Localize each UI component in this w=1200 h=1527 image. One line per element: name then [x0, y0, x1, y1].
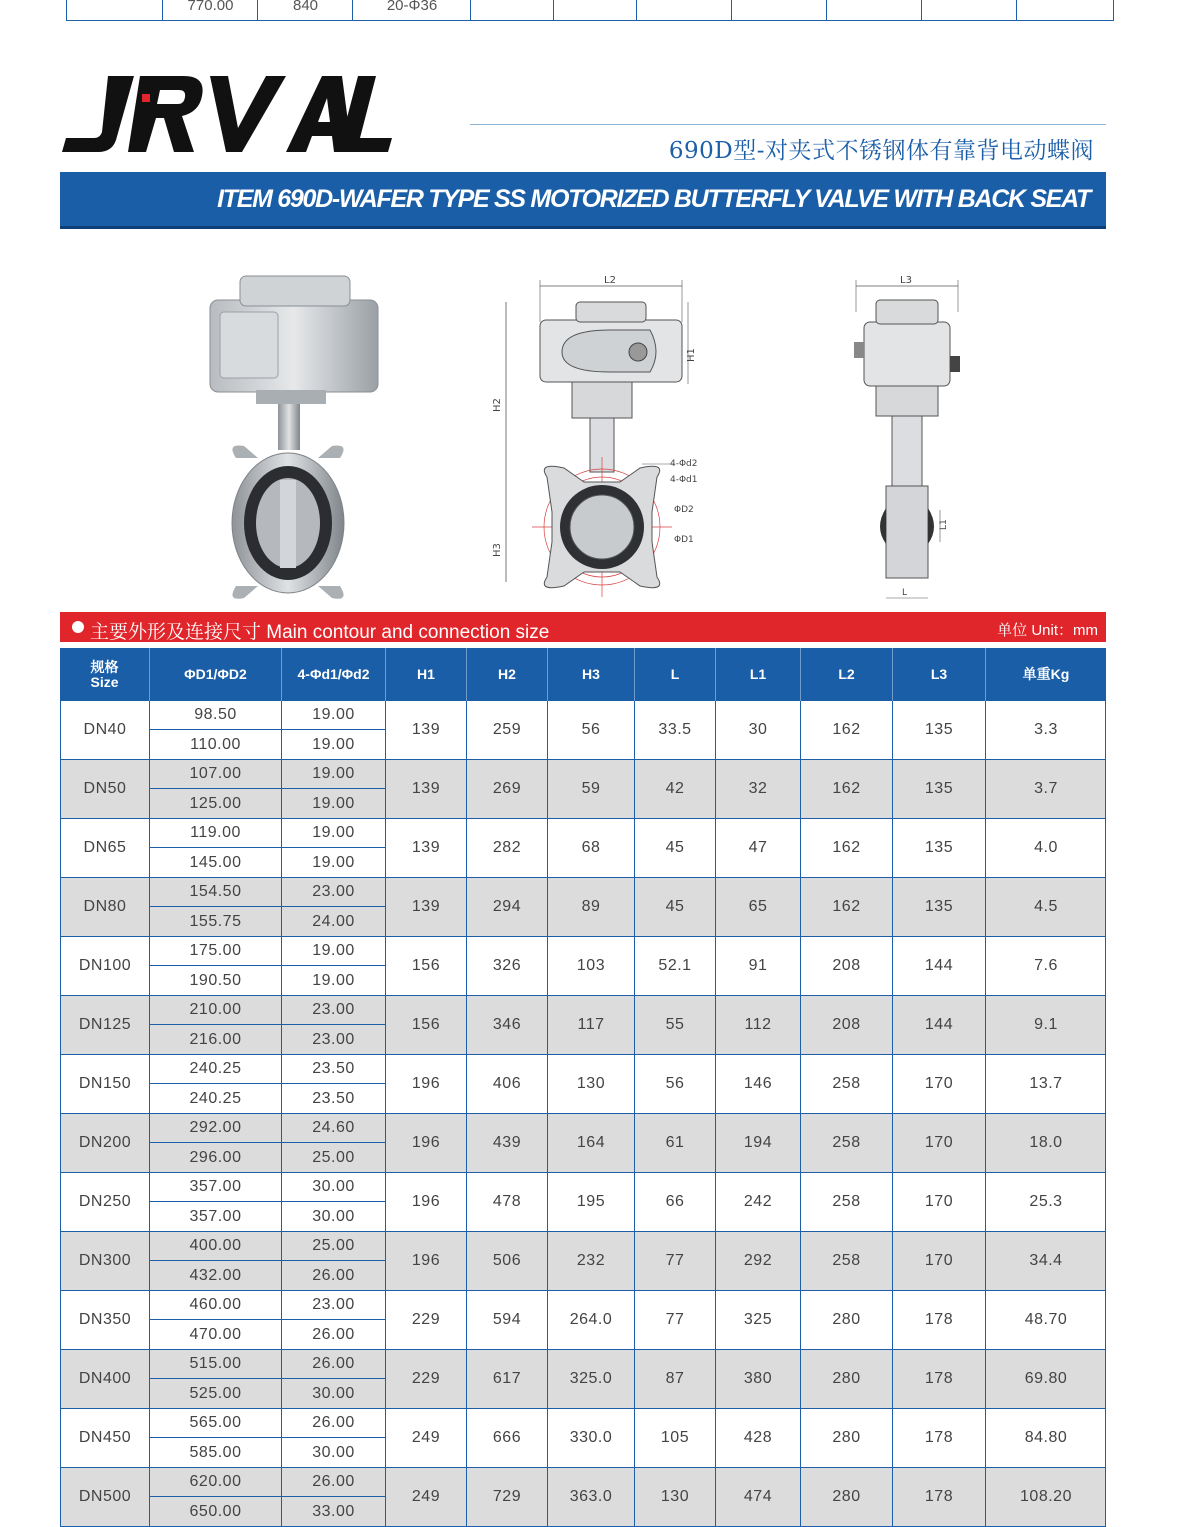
section-label: 主要外形及连接尺寸 Main contour and connection size: [90, 622, 550, 643]
header-cell: L2: [800, 648, 892, 701]
flange-diameter-cell: 125.00: [149, 789, 281, 818]
flange-diameter-cell: 145.00: [149, 848, 281, 877]
flange-diameter-cell: 620.00: [149, 1468, 281, 1497]
table-row: [60, 819, 1106, 878]
h2-cell: 506: [466, 1232, 547, 1290]
flange-diameter-cell: 470.00: [149, 1320, 281, 1349]
bolt-hole-cell: 19.00: [281, 730, 385, 759]
l2-cell: 258: [800, 1232, 892, 1290]
bolt-hole-cell: 19.00: [281, 848, 385, 877]
h3-cell: 59: [547, 760, 634, 818]
l3-cell: 144: [892, 996, 985, 1054]
h1-cell: 196: [385, 1055, 466, 1113]
product-title-banner: [60, 172, 1106, 227]
l-cell: 105: [634, 1409, 715, 1467]
l3-cell: 170: [892, 1114, 985, 1172]
h1-cell: 249: [385, 1409, 466, 1467]
flange-diameter-cell: 110.00: [149, 730, 281, 759]
l3-cell: 178: [892, 1409, 985, 1467]
row-border: [1105, 1409, 1106, 1467]
l1-cell: 65: [715, 878, 800, 936]
flange-diameter-cell: 155.75: [149, 907, 281, 936]
l-cell: 45: [634, 878, 715, 936]
product-title-cn: 690D型-对夹式不锈钢体有靠背电动蝶阀: [668, 138, 1094, 164]
kg-cell: 3.3: [985, 701, 1106, 759]
h2-cell: 282: [466, 819, 547, 877]
l1-cell: 30: [715, 701, 800, 759]
table-row: [60, 937, 1106, 996]
h2-cell: 666: [466, 1409, 547, 1467]
h1-cell: 139: [385, 819, 466, 877]
flange-diameter-cell: 400.00: [149, 1232, 281, 1261]
l-cell: 42: [634, 760, 715, 818]
size-cell: DN150: [60, 1055, 149, 1113]
fragment-cell: [1016, 0, 1114, 20]
h2-cell: 326: [466, 937, 547, 995]
row-border: [1105, 819, 1106, 877]
bolt-hole-cell: 23.50: [281, 1055, 385, 1084]
dim-4d1-label: 4-Φd1: [670, 475, 698, 485]
bolt-hole-cell: 19.00: [281, 789, 385, 818]
header-cell: 规格 Size: [90, 658, 119, 690]
table-row: [60, 1055, 1106, 1114]
bolt-hole-cell: 19.00: [281, 966, 385, 995]
section-header: [60, 612, 1106, 642]
h2-cell: 478: [466, 1173, 547, 1231]
side-view-drawing: [846, 272, 976, 604]
bolt-hole-cell: 23.00: [281, 1025, 385, 1054]
size-cell: DN100: [60, 937, 149, 995]
l3-cell: 170: [892, 1232, 985, 1290]
row-border: [1105, 878, 1106, 936]
h2-cell: 406: [466, 1055, 547, 1113]
l2-cell: 208: [800, 996, 892, 1054]
h3-cell: 68: [547, 819, 634, 877]
l2-cell: 280: [800, 1350, 892, 1408]
bolt-hole-cell: 26.00: [281, 1320, 385, 1349]
h3-cell: 232: [547, 1232, 634, 1290]
flange-diameter-cell: 210.00: [149, 996, 281, 1025]
h1-cell: 139: [385, 878, 466, 936]
flange-diameter-cell: 154.50: [149, 878, 281, 907]
dim-D1-label: ΦD1: [674, 535, 694, 545]
h2-cell: 729: [466, 1468, 547, 1526]
h2-cell: 269: [466, 760, 547, 818]
dim-l1-label: L1: [939, 519, 949, 530]
l-cell: 55: [634, 996, 715, 1054]
h2-cell: 346: [466, 996, 547, 1054]
h3-cell: 330.0: [547, 1409, 634, 1467]
bolt-hole-cell: 30.00: [281, 1438, 385, 1467]
l1-cell: 325: [715, 1291, 800, 1349]
l1-cell: 47: [715, 819, 800, 877]
h2-cell: 594: [466, 1291, 547, 1349]
unit-label: 单位 Unit：mm: [997, 622, 1098, 639]
l-cell: 61: [634, 1114, 715, 1172]
bolt-hole-cell: 26.00: [281, 1409, 385, 1438]
kg-cell: 3.7: [985, 760, 1106, 818]
l3-cell: 135: [892, 701, 985, 759]
h2-cell: 294: [466, 878, 547, 936]
table-row: [60, 701, 1106, 760]
size-cell: DN350: [60, 1291, 149, 1349]
fragment-cell: 20-Φ36: [352, 0, 471, 20]
header-cell: L3: [892, 648, 985, 701]
flange-diameter-cell: 460.00: [149, 1291, 281, 1320]
flange-diameter-cell: 296.00: [149, 1143, 281, 1172]
fragment-cell: 840: [257, 0, 353, 20]
l-cell: 45: [634, 819, 715, 877]
h3-cell: 363.0: [547, 1468, 634, 1526]
dim-h2-label: H2: [492, 398, 503, 412]
flange-diameter-cell: 98.50: [149, 701, 281, 730]
banner-shadow: [60, 226, 1106, 229]
previous-table-fragment: [66, 0, 1114, 21]
l-cell: 52.1: [634, 937, 715, 995]
l3-cell: 135: [892, 878, 985, 936]
flange-diameter-cell: 650.00: [149, 1497, 281, 1526]
l2-cell: 280: [800, 1409, 892, 1467]
fragment-cell: 770.00: [162, 0, 258, 20]
l-cell: 56: [634, 1055, 715, 1113]
size-cell: DN300: [60, 1232, 149, 1290]
bolt-hole-cell: 26.00: [281, 1261, 385, 1290]
h3-cell: 325.0: [547, 1350, 634, 1408]
size-cell: DN200: [60, 1114, 149, 1172]
row-border: [1105, 1350, 1106, 1408]
table-row: [60, 760, 1106, 819]
l1-cell: 112: [715, 996, 800, 1054]
size-cell: DN500: [60, 1468, 149, 1526]
l1-cell: 194: [715, 1114, 800, 1172]
table-row: [60, 1173, 1106, 1232]
l2-cell: 162: [800, 760, 892, 818]
kg-cell: 69.80: [985, 1350, 1106, 1408]
l2-cell: 162: [800, 819, 892, 877]
header-cell: 4-Φd1/Φd2: [281, 648, 385, 701]
kg-cell: 4.5: [985, 878, 1106, 936]
fragment-cell: [470, 0, 554, 20]
flange-diameter-cell: 515.00: [149, 1350, 281, 1379]
header-cell: H2: [466, 648, 547, 701]
l2-cell: 258: [800, 1114, 892, 1172]
h1-cell: 196: [385, 1173, 466, 1231]
row-border: [1105, 1291, 1106, 1349]
row-border: [1105, 1173, 1106, 1231]
flange-diameter-cell: 292.00: [149, 1114, 281, 1143]
h1-cell: 196: [385, 1114, 466, 1172]
l2-cell: 280: [800, 1291, 892, 1349]
fragment-cell: [826, 0, 922, 20]
product-title-en: ITEM 690D-WAFER TYPE SS MOTORIZED BUTTERFLY VALVE WITH BACK SEAT: [217, 185, 1090, 213]
table-row: [60, 1350, 1106, 1409]
front-view-drawing: [492, 272, 712, 602]
row-border: [1105, 937, 1106, 995]
l2-cell: 258: [800, 1055, 892, 1113]
l-cell: 77: [634, 1291, 715, 1349]
header-cell: L1: [715, 648, 800, 701]
flange-diameter-cell: 190.50: [149, 966, 281, 995]
bolt-hole-cell: 19.00: [281, 760, 385, 789]
valve-photo: [196, 268, 396, 603]
l2-cell: 280: [800, 1468, 892, 1526]
l3-cell: 135: [892, 819, 985, 877]
dim-l-label: L: [902, 588, 908, 598]
l3-cell: 135: [892, 760, 985, 818]
h1-cell: 196: [385, 1232, 466, 1290]
flange-diameter-cell: 432.00: [149, 1261, 281, 1290]
l1-cell: 91: [715, 937, 800, 995]
kg-cell: 18.0: [985, 1114, 1106, 1172]
row-border: [1105, 996, 1106, 1054]
row-border: [1105, 701, 1106, 759]
h3-cell: 264.0: [547, 1291, 634, 1349]
l-cell: 77: [634, 1232, 715, 1290]
l1-cell: 32: [715, 760, 800, 818]
h3-cell: 56: [547, 701, 634, 759]
bolt-hole-cell: 24.60: [281, 1114, 385, 1143]
bolt-hole-cell: 23.00: [281, 1291, 385, 1320]
size-cell: DN65: [60, 819, 149, 877]
dim-l2-label: L2: [604, 275, 616, 286]
flange-diameter-cell: 585.00: [149, 1438, 281, 1467]
l1-cell: 428: [715, 1409, 800, 1467]
fragment-cell: [636, 0, 732, 20]
h1-cell: 139: [385, 701, 466, 759]
bolt-hole-cell: 19.00: [281, 937, 385, 966]
l1-cell: 146: [715, 1055, 800, 1113]
bolt-hole-cell: 30.00: [281, 1379, 385, 1408]
dim-h3-label: H3: [492, 543, 503, 557]
header-cell: ΦD1/ΦD2: [149, 648, 281, 701]
title-rule: [470, 124, 1106, 125]
header-cell: H3: [547, 648, 634, 701]
flange-diameter-cell: 119.00: [149, 819, 281, 848]
row-border: [1105, 760, 1106, 818]
h2-cell: 617: [466, 1350, 547, 1408]
h1-cell: 156: [385, 937, 466, 995]
flange-diameter-cell: 357.00: [149, 1173, 281, 1202]
l-cell: 33.5: [634, 701, 715, 759]
h3-cell: 130: [547, 1055, 634, 1113]
fragment-cell: [553, 0, 637, 20]
table-row: [60, 1468, 1106, 1527]
header-cell: 单重Kg: [985, 648, 1106, 701]
kg-cell: 9.1: [985, 996, 1106, 1054]
table-row: [60, 1232, 1106, 1291]
dim-4d2-label: 4-Φd2: [670, 459, 698, 469]
kg-cell: 34.4: [985, 1232, 1106, 1290]
l3-cell: 170: [892, 1055, 985, 1113]
kg-cell: 4.0: [985, 819, 1106, 877]
flange-diameter-cell: 216.00: [149, 1025, 281, 1054]
l2-cell: 162: [800, 878, 892, 936]
l2-cell: 258: [800, 1173, 892, 1231]
h3-cell: 89: [547, 878, 634, 936]
l1-cell: 474: [715, 1468, 800, 1526]
h3-cell: 195: [547, 1173, 634, 1231]
h3-cell: 117: [547, 996, 634, 1054]
size-cell: DN400: [60, 1350, 149, 1408]
bolt-hole-cell: 26.00: [281, 1350, 385, 1379]
h3-cell: 164: [547, 1114, 634, 1172]
l1-cell: 242: [715, 1173, 800, 1231]
flange-diameter-cell: 525.00: [149, 1379, 281, 1408]
kg-cell: 84.80: [985, 1409, 1106, 1467]
table-row: [60, 1114, 1106, 1173]
size-cell: DN450: [60, 1409, 149, 1467]
h1-cell: 229: [385, 1350, 466, 1408]
table-row: [60, 1409, 1106, 1468]
table-row: [60, 878, 1106, 937]
bolt-hole-cell: 26.00: [281, 1468, 385, 1497]
bolt-hole-cell: 24.00: [281, 907, 385, 936]
bolt-hole-cell: 19.00: [281, 819, 385, 848]
bolt-hole-cell: 30.00: [281, 1202, 385, 1231]
bolt-hole-cell: 33.00: [281, 1497, 385, 1526]
table-header: [60, 648, 1106, 701]
bolt-hole-cell: 30.00: [281, 1173, 385, 1202]
header-cell: L: [634, 648, 715, 701]
dim-l3-label: L3: [900, 275, 912, 286]
flange-diameter-cell: 565.00: [149, 1409, 281, 1438]
bolt-hole-cell: 19.00: [281, 701, 385, 730]
bullet-icon: [72, 621, 84, 633]
bolt-hole-cell: 23.00: [281, 996, 385, 1025]
l3-cell: 178: [892, 1291, 985, 1349]
size-cell: DN40: [60, 701, 149, 759]
kg-cell: 48.70: [985, 1291, 1106, 1349]
l-cell: 87: [634, 1350, 715, 1408]
kg-cell: 13.7: [985, 1055, 1106, 1113]
h3-cell: 103: [547, 937, 634, 995]
kg-cell: 7.6: [985, 937, 1106, 995]
kg-cell: 108.20: [985, 1468, 1106, 1526]
l3-cell: 144: [892, 937, 985, 995]
h2-cell: 439: [466, 1114, 547, 1172]
l3-cell: 178: [892, 1350, 985, 1408]
l1-cell: 292: [715, 1232, 800, 1290]
l2-cell: 162: [800, 701, 892, 759]
table-row: [60, 996, 1106, 1055]
l-cell: 66: [634, 1173, 715, 1231]
bolt-hole-cell: 25.00: [281, 1232, 385, 1261]
bolt-hole-cell: 25.00: [281, 1143, 385, 1172]
kg-cell: 25.3: [985, 1173, 1106, 1231]
l-cell: 130: [634, 1468, 715, 1526]
bolt-hole-cell: 23.50: [281, 1084, 385, 1113]
h1-cell: 229: [385, 1291, 466, 1349]
dim-D2-label: ΦD2: [674, 505, 694, 515]
row-border: [1105, 1114, 1106, 1172]
header-cell: H1: [385, 648, 466, 701]
flange-diameter-cell: 240.25: [149, 1055, 281, 1084]
size-cell: DN80: [60, 878, 149, 936]
size-cell: DN125: [60, 996, 149, 1054]
l3-cell: 178: [892, 1468, 985, 1526]
flange-diameter-cell: 357.00: [149, 1202, 281, 1231]
flange-diameter-cell: 107.00: [149, 760, 281, 789]
row-border: [1105, 1468, 1106, 1526]
h1-cell: 139: [385, 760, 466, 818]
table-row: [60, 1291, 1106, 1350]
row-border: [1105, 1055, 1106, 1113]
h1-cell: 249: [385, 1468, 466, 1526]
row-border: [1105, 1232, 1106, 1290]
l2-cell: 208: [800, 937, 892, 995]
size-cell: DN50: [60, 760, 149, 818]
h2-cell: 259: [466, 701, 547, 759]
size-cell: DN250: [60, 1173, 149, 1231]
h1-cell: 156: [385, 996, 466, 1054]
l3-cell: 170: [892, 1173, 985, 1231]
jrval-logo: [60, 70, 395, 160]
dim-h1-label: H1: [686, 348, 697, 362]
flange-diameter-cell: 175.00: [149, 937, 281, 966]
bolt-hole-cell: 23.00: [281, 878, 385, 907]
fragment-cell: [731, 0, 827, 20]
flange-diameter-cell: 240.25: [149, 1084, 281, 1113]
l1-cell: 380: [715, 1350, 800, 1408]
fragment-cell: [921, 0, 1017, 20]
